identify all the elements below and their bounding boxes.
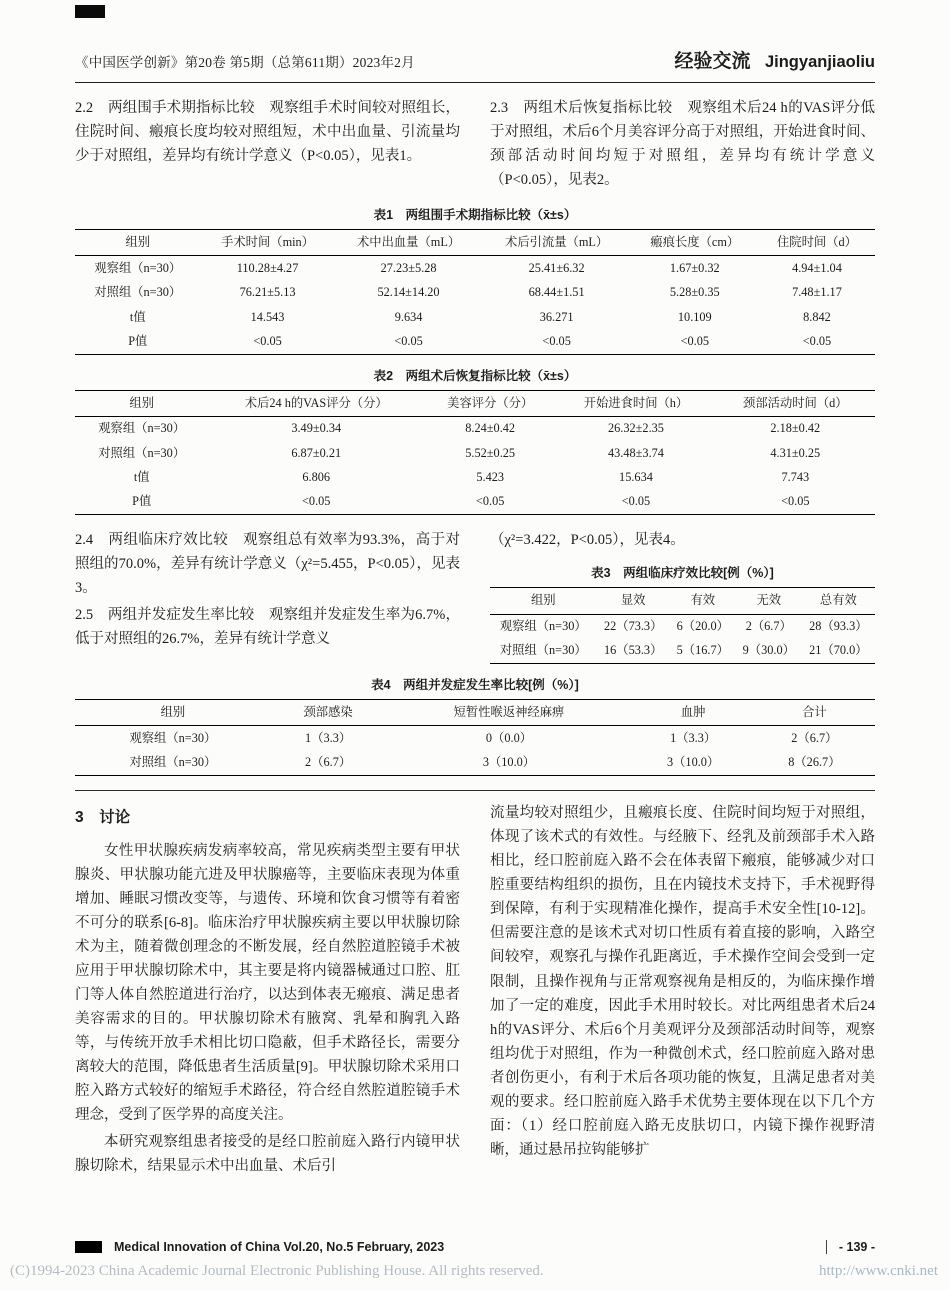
- cell-value: 21（70.0）: [809, 643, 868, 658]
- cell-value: 3（10.0）: [666, 755, 720, 770]
- row-label: P值: [132, 494, 152, 509]
- table-row: [75, 726, 875, 751]
- cell-value: 4.31±0.25: [770, 445, 821, 460]
- table1-caption: 表1 两组围手术期指标比较（x̄±s）: [373, 208, 577, 223]
- cell-value: 7.48±1.17: [792, 285, 842, 300]
- section-2-5-paragraph: 2.5 两组并发症发生率比较 观察组并发症发生率为6.7%，低于对照组的26.7%，差异有统计学意义: [75, 606, 460, 647]
- cell-value: 2（6.7）: [745, 619, 792, 634]
- table-row: [75, 441, 875, 465]
- table-row: [75, 466, 875, 490]
- cell-value: 27.23±5.28: [380, 260, 437, 275]
- row-label: t值: [133, 470, 150, 485]
- cell-value: 5.28±0.35: [669, 285, 720, 300]
- article-body: [75, 96, 875, 1180]
- cell-value: <0.05: [680, 333, 710, 348]
- cell-value: 2.18±0.42: [770, 421, 821, 436]
- table-row: [75, 329, 875, 354]
- results-text-row-2: [75, 528, 875, 664]
- table-row: [75, 281, 875, 305]
- table-row: [75, 490, 875, 515]
- column-header: 无效: [736, 588, 802, 614]
- table3-block: [490, 563, 875, 664]
- cell-value: 110.28±4.27: [236, 260, 299, 275]
- column-header: 颈部感染: [271, 699, 386, 725]
- cell-value: 7.743: [781, 470, 810, 485]
- table-row: [75, 751, 875, 776]
- row-label: 观察组（n=30）: [98, 421, 186, 436]
- column-header: 颈部活动时间（d）: [716, 390, 875, 416]
- cell-value: 1.67±0.32: [669, 260, 720, 275]
- cell-value: 22（73.3）: [603, 619, 663, 634]
- column-header: 瘢痕长度（cm）: [631, 230, 759, 256]
- section-label-pinyin: Jingyanjiaoliu: [764, 53, 875, 71]
- cell-value: 5（16.7）: [676, 643, 729, 658]
- cell-value: 36.271: [539, 309, 574, 324]
- row-label: 对照组（n=30）: [94, 285, 182, 300]
- footer-black-mark: [75, 1241, 102, 1253]
- column-header: 短暂性喉返神经麻痹: [385, 699, 632, 725]
- discussion-paragraph-3: 流量均较对照组少，且瘢痕长度、住院时间均短于对照组，体现了该术式的有效性。与经腋下、经乳及前颈部手术入路相比，经口腔前庭入路不会在体表留下瘢痕，能够减少对口腔重要结构组织的损伤，且在内镜技术支持下，手术视野得到保障，有利于实现精准化操作，提高手术安全性[10-12]。但需要注意的是该术式对切口性质有着直接的影响，入路空间较窄，观察孔与操作孔距离近，手术操作空间会受到一定限制，且操作视角与正常观察视角是相反的，为临床操作增加了一定的难度，因此手术用时较长。对比两组患者术后24 h的VAS评分、术后6个月美观评分及颈部活动时间等，观察组均优于对照组，作为一种微创术式，经口腔前庭入路对患者创伤更小，有利于术后各项功能的恢复，且满足患者对美观的要求。经口腔前庭入路手术优势主要体现在以下几个方面：（1）经口腔前庭入路无皮肤切口，内镜下操作视野清晰，通过悬吊拉钩能够扩: [490, 805, 875, 1158]
- table-row: [490, 639, 875, 664]
- section-2-3-paragraph: 2.3 两组术后恢复指标比较 观察组术后24 h的VAS评分低于对照组，术后6个月美容评分高于对照组，开始进食时间、颈部活动时间均短于对照组，差异均有统计学意义（P<0.05），见表2。: [490, 100, 875, 189]
- footer-journal-line: Medical Innovation of China Vol.20, No.5 February, 2023: [114, 1240, 445, 1254]
- cell-value: 10.109: [677, 309, 712, 324]
- cell-value: 52.14±14.20: [377, 285, 440, 300]
- row-label: t值: [129, 309, 146, 324]
- cell-value: 8（26.7）: [788, 755, 841, 770]
- cnki-url: http://www.cnki.net: [818, 1263, 938, 1279]
- page-footer: [75, 1240, 875, 1254]
- column-header: 显效: [597, 588, 670, 614]
- column-section-label: [675, 46, 876, 73]
- cell-value: 25.41±6.32: [528, 260, 585, 275]
- section-2-5-continuation: （χ²=3.422，P<0.05），见表4。: [490, 532, 685, 549]
- cell-value: 5.423: [476, 470, 505, 485]
- table-header-row: [75, 390, 875, 416]
- cell-value: 28（93.3）: [809, 619, 868, 634]
- table2-caption: 表2 两组术后恢复指标比较（x̄±s）: [373, 368, 577, 383]
- column-header: 开始进食时间（h）: [556, 390, 715, 416]
- table-header-row: [75, 699, 875, 725]
- cell-value: <0.05: [781, 494, 810, 509]
- discussion-row: [75, 801, 875, 1180]
- column-header: 住院时间（d）: [759, 230, 875, 256]
- column-header: 总有效: [802, 588, 875, 614]
- discussion-heading: 3 讨论: [75, 809, 131, 827]
- footer-left: [75, 1240, 444, 1254]
- table-row: [490, 614, 875, 639]
- table4: [75, 699, 875, 776]
- section-divider: [75, 790, 875, 791]
- table3-caption: 表3 两组临床疗效比较[例（%）]: [591, 566, 774, 581]
- discussion-right-column: [490, 801, 875, 1180]
- cell-value: 9.634: [394, 309, 423, 324]
- cell-value: 76.21±5.13: [239, 285, 296, 300]
- journal-issue-line: 《中国医学创新》第20卷 第5期（总第611期）2023年2月: [75, 55, 415, 70]
- cell-value: <0.05: [475, 494, 505, 509]
- left-column-2: [75, 528, 460, 664]
- cell-value: 15.634: [619, 470, 653, 485]
- cell-value: 16（53.3）: [603, 643, 663, 658]
- column-header: 美容评分（分）: [424, 390, 556, 416]
- discussion-paragraph-1: 女性甲状腺疾病发病率较高，常见疾病类型主要有甲状腺炎、甲状腺功能亢进及甲状腺癌等，主要临床表现为体重增加、睡眠习惯改变等，与遗传、环境和饮食习惯等有着密不可分的联系[6-8]。临床治疗甲状腺疾病主要以甲状腺切除术为主，随着微创理念的不断发展，经自然腔道腔镜手术被应用于甲状腺切除术中，其主要是将内镜器械通过口腔、肛门等人体自然腔道进行治疗，以达到体表无瘢痕、满足患者美容需求的目的。甲状腺切除术有腋窝、乳晕和胸乳入路等，与传统开放手术相比切口隐蔽，但手术路径长，需要分离较大的范围，降低患者生活质量[9]。甲状腺切除术采用口腔入路方式较好的缩短手术路径，符合经自然腔道腔镜手术理念，受到了医学界的高度关注。: [75, 842, 460, 1124]
- copyright-line: [10, 1263, 938, 1280]
- results-text-row-1: [75, 96, 875, 194]
- section-label-cn: 经验交流: [674, 51, 751, 72]
- column-header: 术中出血量（mL）: [335, 230, 483, 256]
- scan-corner-mark: [75, 5, 105, 18]
- column-header: 术后24 h的VAS评分（分）: [208, 390, 424, 416]
- cell-value: 1（3.3）: [670, 730, 717, 745]
- cell-value: 2（6.7）: [305, 755, 352, 770]
- cell-value: 4.94±1.04: [792, 260, 842, 275]
- cell-value: 6（20.0）: [676, 619, 729, 634]
- column-header: 合计: [754, 699, 875, 725]
- copyright-text: (C)1994-2023 China Academic Journal Electronic Publishing House. All rights reserved.: [10, 1263, 544, 1279]
- cell-value: 5.52±0.25: [465, 445, 516, 460]
- cell-value: 9（30.0）: [742, 643, 795, 658]
- column-header: 手术时间（min）: [201, 230, 335, 256]
- row-label: 对照组（n=30）: [499, 643, 587, 658]
- row-label: 观察组（n=30）: [94, 260, 182, 275]
- table-row: [75, 256, 875, 281]
- row-label: 对照组（n=30）: [98, 445, 186, 460]
- page-number: - 139 -: [826, 1240, 875, 1254]
- column-header: 组别: [75, 230, 201, 256]
- table-header-row: [490, 588, 875, 614]
- cell-value: <0.05: [253, 333, 282, 348]
- cell-value: 14.543: [250, 309, 285, 324]
- discussion-left-column: [75, 801, 460, 1180]
- cell-value: 6.87±0.21: [291, 445, 342, 460]
- cell-value: 3.49±0.34: [291, 421, 342, 436]
- page-header: [75, 46, 875, 83]
- cell-value: 0（0.0）: [485, 730, 533, 745]
- column-header: 有效: [670, 588, 736, 614]
- cell-value: <0.05: [621, 494, 651, 509]
- cell-value: 2（6.7）: [791, 730, 838, 745]
- row-label: 观察组（n=30）: [129, 730, 217, 745]
- cell-value: 6.806: [302, 470, 331, 485]
- cell-value: 43.48±3.74: [608, 445, 664, 460]
- column-header: 组别: [75, 390, 208, 416]
- right-column-2: [490, 528, 875, 664]
- cell-value: 26.32±2.35: [608, 421, 664, 436]
- cell-value: 3（10.0）: [482, 755, 536, 770]
- section-2-4-paragraph: 2.4 两组临床疗效比较 观察组总有效率为93.3%，高于对照组的70.0%，差异有统计学意义（χ²=5.455，P<0.05），见表3。: [75, 532, 460, 597]
- table1: [75, 229, 875, 355]
- right-column: [490, 96, 875, 194]
- row-label: 观察组（n=30）: [499, 619, 587, 634]
- cell-value: 1（3.3）: [305, 730, 352, 745]
- table-row: [75, 305, 875, 329]
- table-header-row: [75, 230, 875, 256]
- column-header: 术后引流量（mL）: [483, 230, 631, 256]
- column-header: 血肿: [633, 699, 754, 725]
- table3: [490, 587, 875, 664]
- discussion-paragraph-2: 本研究观察组患者接受的是经口腔前庭入路行内镜甲状腺切除术，结果显示术中出血量、术后引: [75, 1133, 460, 1174]
- column-header: 组别: [490, 588, 597, 614]
- table2: [75, 390, 875, 516]
- cell-value: <0.05: [542, 333, 571, 348]
- row-label: P值: [128, 333, 148, 348]
- cell-value: <0.05: [301, 494, 331, 509]
- table-row: [75, 416, 875, 441]
- column-header: 组别: [75, 699, 271, 725]
- cell-value: 8.24±0.42: [465, 421, 516, 436]
- left-column: [75, 96, 460, 194]
- cell-value: <0.05: [394, 333, 423, 348]
- cell-value: <0.05: [802, 333, 832, 348]
- cell-value: 68.44±1.51: [528, 285, 585, 300]
- row-label: 对照组（n=30）: [129, 755, 217, 770]
- section-2-2-paragraph: 2.2 两组围手术期指标比较 观察组手术时间较对照组长，住院时间、瘢痕长度均较对照组短，术中出血量、引流量均少于对照组，差异均有统计学意义（P<0.05），见表1。: [75, 100, 460, 165]
- cell-value: 8.842: [803, 309, 831, 324]
- table4-caption: 表4 两组并发症发生率比较[例（%）]: [371, 678, 579, 693]
